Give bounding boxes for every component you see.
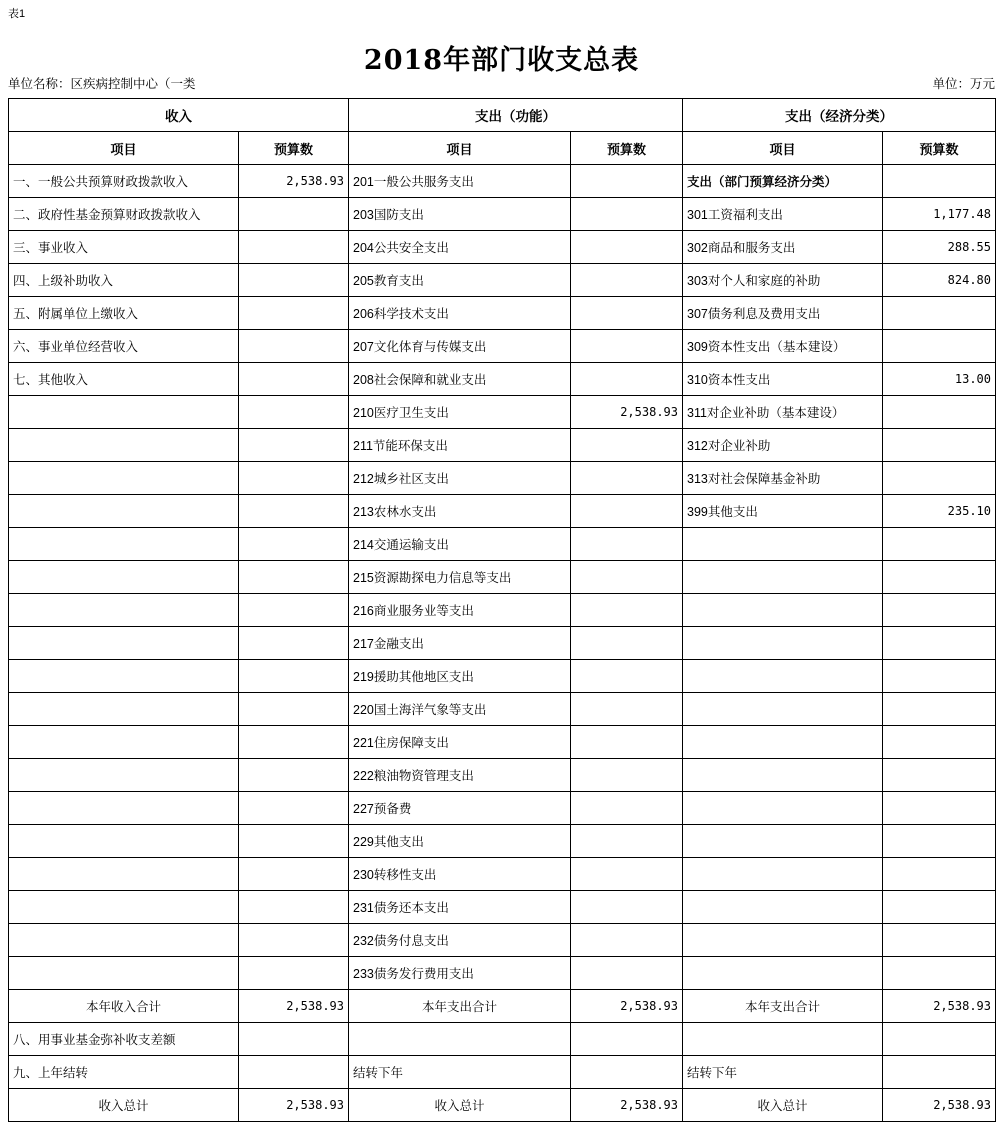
cell-income-value: 2,538.93 (239, 990, 349, 1023)
cell-income-value (239, 198, 349, 231)
col-header-function-budget: 预算数 (571, 132, 683, 165)
group-header-income: 收入 (9, 99, 349, 132)
cell-function-item: 210医疗卫生支出 (349, 396, 571, 429)
cell-function-item: 207文化体育与传媒支出 (349, 330, 571, 363)
table-summary-row (9, 990, 996, 1023)
cell-function-value: 2,538.93 (571, 990, 683, 1023)
cell-income-value (239, 759, 349, 792)
cell-economic-item (683, 858, 883, 891)
cell-function-item: 204公共安全支出 (349, 231, 571, 264)
cell-income-value (239, 429, 349, 462)
cell-function-item: 230转移性支出 (349, 858, 571, 891)
cell-income-item (9, 462, 239, 495)
cell-economic-value (883, 858, 996, 891)
cell-economic-value (883, 825, 996, 858)
cell-economic-value: 288.55 (883, 231, 996, 264)
cell-income-value (239, 693, 349, 726)
cell-function-item: 212城乡社区支出 (349, 462, 571, 495)
cell-economic-value (883, 693, 996, 726)
cell-function-value (571, 1023, 683, 1056)
cell-function-value (571, 363, 683, 396)
cell-income-item: 四、上级补助收入 (9, 264, 239, 297)
cell-function-value (571, 231, 683, 264)
cell-economic-item (683, 594, 883, 627)
cell-economic-value (883, 726, 996, 759)
cell-income-item (9, 726, 239, 759)
cell-function-item (349, 1023, 571, 1056)
cell-economic-item (683, 561, 883, 594)
table-row (9, 165, 996, 198)
cell-function-item: 231债务还本支出 (349, 891, 571, 924)
table-row (9, 561, 996, 594)
cell-function-value (571, 660, 683, 693)
table-row (9, 363, 996, 396)
cell-economic-item: 310资本性支出 (683, 363, 883, 396)
table-row (9, 396, 996, 429)
cell-income-item (9, 495, 239, 528)
cell-economic-item (683, 627, 883, 660)
cell-income-item (9, 528, 239, 561)
cell-function-value (571, 891, 683, 924)
table-row (9, 627, 996, 660)
cell-function-value (571, 759, 683, 792)
cell-income-value (239, 594, 349, 627)
cell-economic-item (683, 726, 883, 759)
cell-income-item (9, 429, 239, 462)
cell-function-value (571, 594, 683, 627)
cell-function-item: 219援助其他地区支出 (349, 660, 571, 693)
cell-economic-value: 13.00 (883, 363, 996, 396)
cell-function-item: 220国土海洋气象等支出 (349, 693, 571, 726)
cell-economic-value: 235.10 (883, 495, 996, 528)
col-header-income-item: 项目 (9, 132, 239, 165)
cell-function-item: 本年支出合计 (349, 990, 571, 1023)
table-row (9, 462, 996, 495)
cell-income-value (239, 396, 349, 429)
cell-function-value (571, 1056, 683, 1089)
cell-economic-item (683, 825, 883, 858)
cell-income-item (9, 759, 239, 792)
table-row (9, 198, 996, 231)
col-header-economic-item: 项目 (683, 132, 883, 165)
cell-function-value (571, 264, 683, 297)
cell-function-item: 205教育支出 (349, 264, 571, 297)
cell-function-value (571, 627, 683, 660)
cell-economic-item: 301工资福利支出 (683, 198, 883, 231)
sheet-tag: 表1 (8, 8, 26, 20)
cell-income-item (9, 660, 239, 693)
cell-income-item: 二、政府性基金预算财政拨款收入 (9, 198, 239, 231)
cell-economic-item: 309资本性支出（基本建设） (683, 330, 883, 363)
cell-function-item: 208社会保障和就业支出 (349, 363, 571, 396)
cell-economic-value (883, 1023, 996, 1056)
cell-function-item: 229其他支出 (349, 825, 571, 858)
cell-income-value (239, 363, 349, 396)
table-row (9, 297, 996, 330)
cell-function-item: 221住房保障支出 (349, 726, 571, 759)
cell-economic-value: 1,177.48 (883, 198, 996, 231)
cell-income-value (239, 330, 349, 363)
cell-economic-value (883, 462, 996, 495)
cell-income-item (9, 825, 239, 858)
cell-income-value (239, 231, 349, 264)
budget-table (8, 98, 996, 1122)
cell-function-item: 206科学技术支出 (349, 297, 571, 330)
cell-economic-value (883, 297, 996, 330)
cell-economic-item: 311对企业补助（基本建设） (683, 396, 883, 429)
cell-income-item: 五、附属单位上缴收入 (9, 297, 239, 330)
cell-economic-value (883, 330, 996, 363)
col-header-function-item: 项目 (349, 132, 571, 165)
cell-function-value (571, 924, 683, 957)
cell-income-value (239, 264, 349, 297)
cell-function-value (571, 165, 683, 198)
table-row (9, 231, 996, 264)
cell-income-value (239, 924, 349, 957)
cell-economic-item: 303对个人和家庭的补助 (683, 264, 883, 297)
cell-function-value (571, 198, 683, 231)
table-summary-row (9, 1089, 996, 1122)
cell-economic-item (683, 957, 883, 990)
table-row (9, 264, 996, 297)
cell-income-item (9, 594, 239, 627)
cell-income-value (239, 726, 349, 759)
cell-function-value (571, 726, 683, 759)
group-header-expense-function: 支出（功能） (349, 99, 683, 132)
table-group-header-row (9, 99, 996, 132)
cell-economic-value (883, 792, 996, 825)
cell-function-item: 201一般公共服务支出 (349, 165, 571, 198)
cell-function-item: 222粮油物资管理支出 (349, 759, 571, 792)
cell-economic-item (683, 1023, 883, 1056)
cell-economic-item: 结转下年 (683, 1056, 883, 1089)
table-column-header-row (9, 132, 996, 165)
cell-economic-item (683, 924, 883, 957)
cell-income-value (239, 297, 349, 330)
cell-function-value (571, 462, 683, 495)
cell-function-item: 203国防支出 (349, 198, 571, 231)
cell-function-value (571, 792, 683, 825)
table-row (9, 495, 996, 528)
table-row (9, 528, 996, 561)
table-summary-row (9, 1023, 996, 1056)
table-row (9, 759, 996, 792)
table-row (9, 858, 996, 891)
cell-economic-value: 824.80 (883, 264, 996, 297)
cell-economic-value: 2,538.93 (883, 1089, 996, 1122)
cell-economic-value (883, 1056, 996, 1089)
col-header-economic-budget: 预算数 (883, 132, 996, 165)
cell-function-item: 216商业服务业等支出 (349, 594, 571, 627)
cell-function-item: 214交通运输支出 (349, 528, 571, 561)
cell-income-value (239, 495, 349, 528)
cell-economic-value (883, 759, 996, 792)
cell-income-value (239, 825, 349, 858)
cell-income-item (9, 858, 239, 891)
cell-function-item: 结转下年 (349, 1056, 571, 1089)
cell-income-value (239, 561, 349, 594)
cell-income-item (9, 792, 239, 825)
cell-economic-value (883, 528, 996, 561)
table-row (9, 330, 996, 363)
cell-income-item: 收入总计 (9, 1089, 239, 1122)
table-row (9, 660, 996, 693)
col-header-income-budget: 预算数 (239, 132, 349, 165)
unit-name-label: 单位名称：区疾病控制中心（一类 (8, 77, 196, 91)
meta-row (8, 74, 995, 90)
page-title: 2018年部门收支总表 (363, 45, 640, 76)
cell-income-item (9, 627, 239, 660)
cell-income-value (239, 1023, 349, 1056)
cell-function-value: 2,538.93 (571, 396, 683, 429)
cell-economic-value (883, 165, 996, 198)
cell-function-value (571, 429, 683, 462)
cell-function-value (571, 693, 683, 726)
cell-income-item: 六、事业单位经营收入 (9, 330, 239, 363)
cell-economic-value (883, 429, 996, 462)
cell-income-value (239, 1056, 349, 1089)
cell-economic-item (683, 660, 883, 693)
cell-function-item: 215资源勘探电力信息等支出 (349, 561, 571, 594)
cell-income-value (239, 528, 349, 561)
cell-function-value (571, 858, 683, 891)
cell-income-item (9, 396, 239, 429)
cell-income-value (239, 462, 349, 495)
table-row (9, 924, 996, 957)
cell-economic-item (683, 528, 883, 561)
cell-income-item (9, 693, 239, 726)
cell-income-value: 2,538.93 (239, 165, 349, 198)
table-row (9, 792, 996, 825)
cell-economic-item (683, 792, 883, 825)
cell-economic-item: 302商品和服务支出 (683, 231, 883, 264)
cell-function-value: 2,538.93 (571, 1089, 683, 1122)
cell-economic-item: 312对企业补助 (683, 429, 883, 462)
cell-income-value (239, 660, 349, 693)
table-row (9, 825, 996, 858)
unit-measure-label: 单位：万元 (932, 77, 995, 91)
cell-income-value (239, 957, 349, 990)
table-row (9, 429, 996, 462)
cell-economic-value (883, 660, 996, 693)
cell-income-item: 九、上年结转 (9, 1056, 239, 1089)
cell-function-item: 232债务付息支出 (349, 924, 571, 957)
cell-income-item: 七、其他收入 (9, 363, 239, 396)
cell-economic-value (883, 627, 996, 660)
table-row (9, 594, 996, 627)
cell-function-value (571, 561, 683, 594)
cell-function-value (571, 330, 683, 363)
cell-function-item: 227预备费 (349, 792, 571, 825)
cell-function-value (571, 297, 683, 330)
cell-income-value: 2,538.93 (239, 1089, 349, 1122)
cell-function-item: 233债务发行费用支出 (349, 957, 571, 990)
table-summary-row (9, 1056, 996, 1089)
cell-function-item: 收入总计 (349, 1089, 571, 1122)
table-row (9, 957, 996, 990)
cell-income-item (9, 891, 239, 924)
cell-economic-item (683, 759, 883, 792)
table-row (9, 891, 996, 924)
cell-economic-item: 支出（部门预算经济分类） (683, 165, 883, 198)
cell-function-item: 213农林水支出 (349, 495, 571, 528)
cell-income-value (239, 858, 349, 891)
cell-economic-value (883, 594, 996, 627)
cell-economic-item (683, 693, 883, 726)
cell-economic-item: 307债务利息及费用支出 (683, 297, 883, 330)
cell-income-item: 三、事业收入 (9, 231, 239, 264)
cell-economic-value (883, 396, 996, 429)
cell-economic-item (683, 891, 883, 924)
cell-economic-item: 收入总计 (683, 1089, 883, 1122)
cell-function-value (571, 825, 683, 858)
cell-income-item: 一、一般公共预算财政拨款收入 (9, 165, 239, 198)
cell-economic-value (883, 891, 996, 924)
cell-economic-value (883, 957, 996, 990)
cell-income-value (239, 792, 349, 825)
cell-economic-item: 399其他支出 (683, 495, 883, 528)
cell-economic-value (883, 561, 996, 594)
table-row (9, 693, 996, 726)
cell-income-value (239, 891, 349, 924)
table-row (9, 726, 996, 759)
cell-function-value (571, 495, 683, 528)
cell-function-value (571, 528, 683, 561)
cell-income-item (9, 924, 239, 957)
cell-function-value (571, 957, 683, 990)
cell-income-item: 本年收入合计 (9, 990, 239, 1023)
cell-income-item (9, 957, 239, 990)
cell-economic-value: 2,538.93 (883, 990, 996, 1023)
cell-economic-item: 313对社会保障基金补助 (683, 462, 883, 495)
cell-function-item: 217金融支出 (349, 627, 571, 660)
cell-income-item: 八、用事业基金弥补收支差额 (9, 1023, 239, 1056)
cell-function-item: 211节能环保支出 (349, 429, 571, 462)
group-header-expense-economic: 支出（经济分类） (683, 99, 996, 132)
cell-income-value (239, 627, 349, 660)
cell-economic-value (883, 924, 996, 957)
cell-economic-item: 本年支出合计 (683, 990, 883, 1023)
cell-income-item (9, 561, 239, 594)
